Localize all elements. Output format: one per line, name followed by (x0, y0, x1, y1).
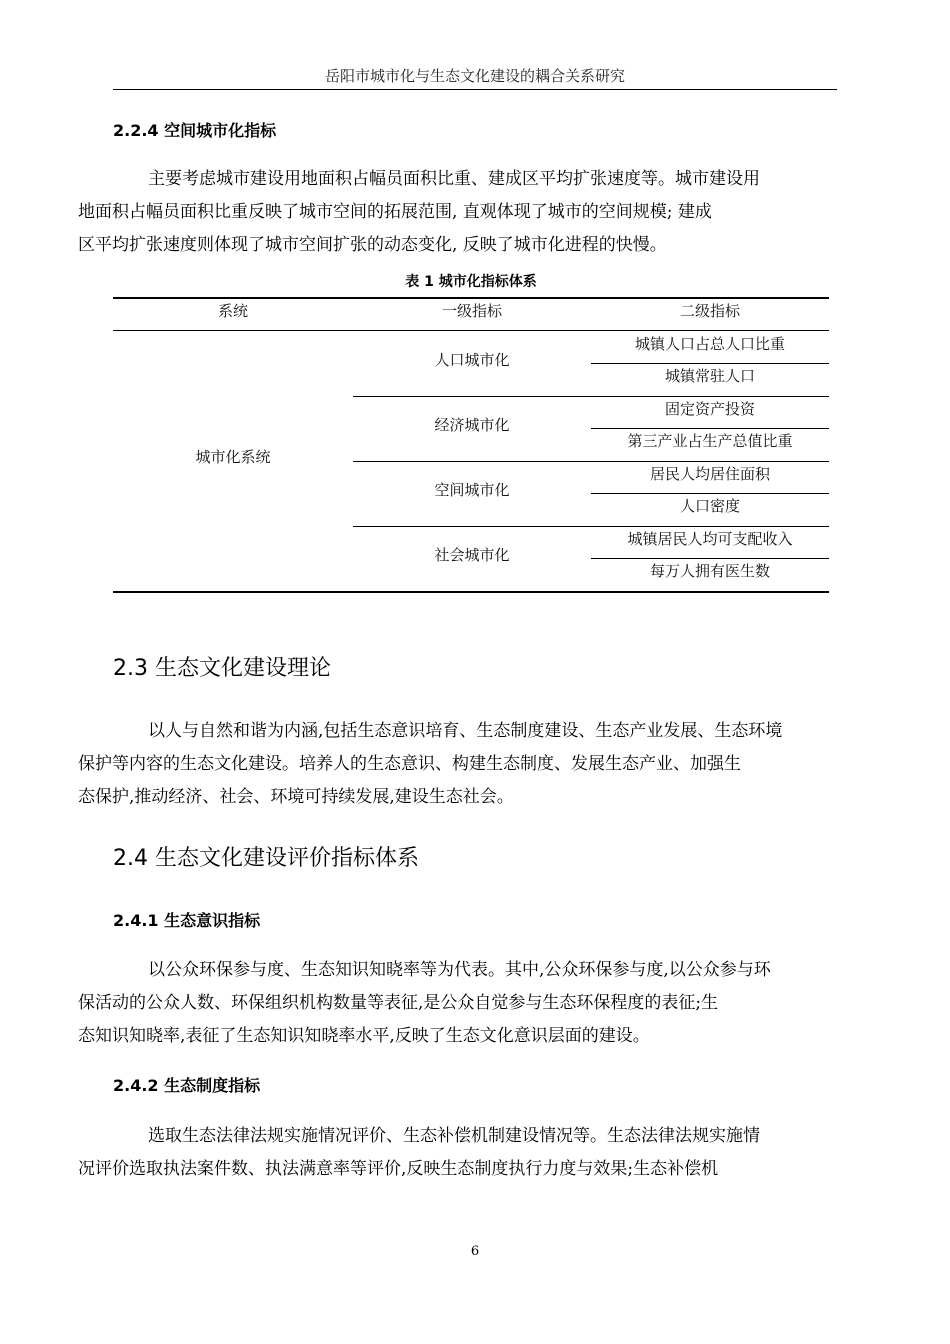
secondary-indicator-cell: 城镇居民人均可支配收入 (627, 530, 793, 548)
paragraph-line: 保护等内容的生态文化建设。培养人的生态意识、构建生态制度、发展生态产业、加强生 (78, 754, 741, 774)
running-header: 岳阳市城市化与生态文化建设的耦合关系研究 (324, 67, 625, 85)
primary-indicator-cell: 空间城市化 (434, 481, 510, 499)
paragraph-line: 以公众环保参与度、生态知识知晓率等为代表。其中,公众环保参与度,以公众参与环 (148, 960, 771, 980)
row-rule (591, 558, 829, 559)
urbanization-indicator-table (113, 297, 829, 593)
secondary-indicator-cell: 城镇人口占总人口比重 (634, 335, 785, 353)
heading-2-4-2: 2.4.2 生态制度指标 (113, 1076, 261, 1095)
system-cell: 城市化系统 (195, 448, 271, 466)
paragraph-line: 保活动的公众人数、环保组织机构数量等表征,是公众自觉参与生态环保程度的表征;生 (78, 993, 719, 1013)
group-rule (353, 461, 829, 462)
primary-indicator-cell: 经济城市化 (434, 416, 510, 434)
secondary-indicator-cell: 每万人拥有医生数 (649, 562, 770, 580)
group-rule (353, 526, 829, 527)
paragraph-line: 主要考虑城市建设用地面积占幅员面积比重、建成区平均扩张速度等。城市建设用 (148, 169, 760, 189)
paragraph-line: 区平均扩张速度则体现了城市空间扩张的动态变化, 反映了城市化进程的快慢。 (78, 235, 667, 255)
paragraph-2-4-1 (78, 954, 837, 1053)
secondary-indicator-cell: 居民人均居住面积 (649, 465, 770, 483)
table-caption: 表 1 城市化指标体系 (405, 274, 537, 290)
table-header-rule (113, 330, 829, 331)
paragraph-line: 态知识知晓率,表征了生态知识知晓率水平,反映了生态文化意识层面的建设。 (78, 1026, 650, 1046)
paragraph-line: 以人与自然和谐为内涵,包括生态意识培育、生态制度建设、生态产业发展、生态环境 (148, 721, 783, 741)
heading-2-2-4: 2.2.4 空间城市化指标 (113, 121, 277, 140)
heading-2-3: 2.3 生态文化建设理论 (113, 656, 331, 681)
primary-indicator-cell: 人口城市化 (434, 351, 510, 369)
paragraph-2-3 (78, 715, 837, 814)
row-rule (591, 428, 829, 429)
row-rule (591, 493, 829, 494)
secondary-indicator-cell: 第三产业占生产总值比重 (627, 432, 793, 450)
paragraph-line: 况评价选取执法案件数、执法满意率等评价,反映生态制度执行力度与效果;生态补偿机 (78, 1159, 719, 1179)
paragraph-line: 选取生态法律法规实施情况评价、生态补偿机制建设情况等。生态法律法规实施情 (148, 1126, 760, 1146)
heading-2-4-1: 2.4.1 生态意识指标 (113, 911, 261, 930)
page-number: 6 (470, 1244, 480, 1259)
table-top-rule (113, 297, 829, 299)
secondary-indicator-cell: 固定资产投资 (664, 400, 755, 418)
primary-indicator-cell: 社会城市化 (434, 546, 510, 564)
paragraph-line: 态保护,推动经济、社会、环境可持续发展,建设生态社会。 (78, 787, 514, 807)
column-header-system: 系统 (217, 302, 248, 320)
column-header-primary: 一级指标 (441, 302, 502, 320)
heading-2-4: 2.4 生态文化建设评价指标体系 (113, 846, 419, 871)
secondary-indicator-cell: 人口密度 (679, 497, 740, 515)
header-rule (113, 89, 837, 90)
column-header-secondary: 二级指标 (679, 302, 740, 320)
paragraph-2-2-4 (78, 163, 837, 262)
group-rule (353, 396, 829, 397)
table-bottom-rule (113, 591, 829, 593)
row-rule (591, 363, 829, 364)
paragraph-2-4-2 (78, 1120, 837, 1186)
secondary-indicator-cell: 城镇常驻人口 (664, 367, 755, 385)
paragraph-line: 地面积占幅员面积比重反映了城市空间的拓展范围, 直观体现了城市的空间规模; 建成 (78, 202, 712, 222)
